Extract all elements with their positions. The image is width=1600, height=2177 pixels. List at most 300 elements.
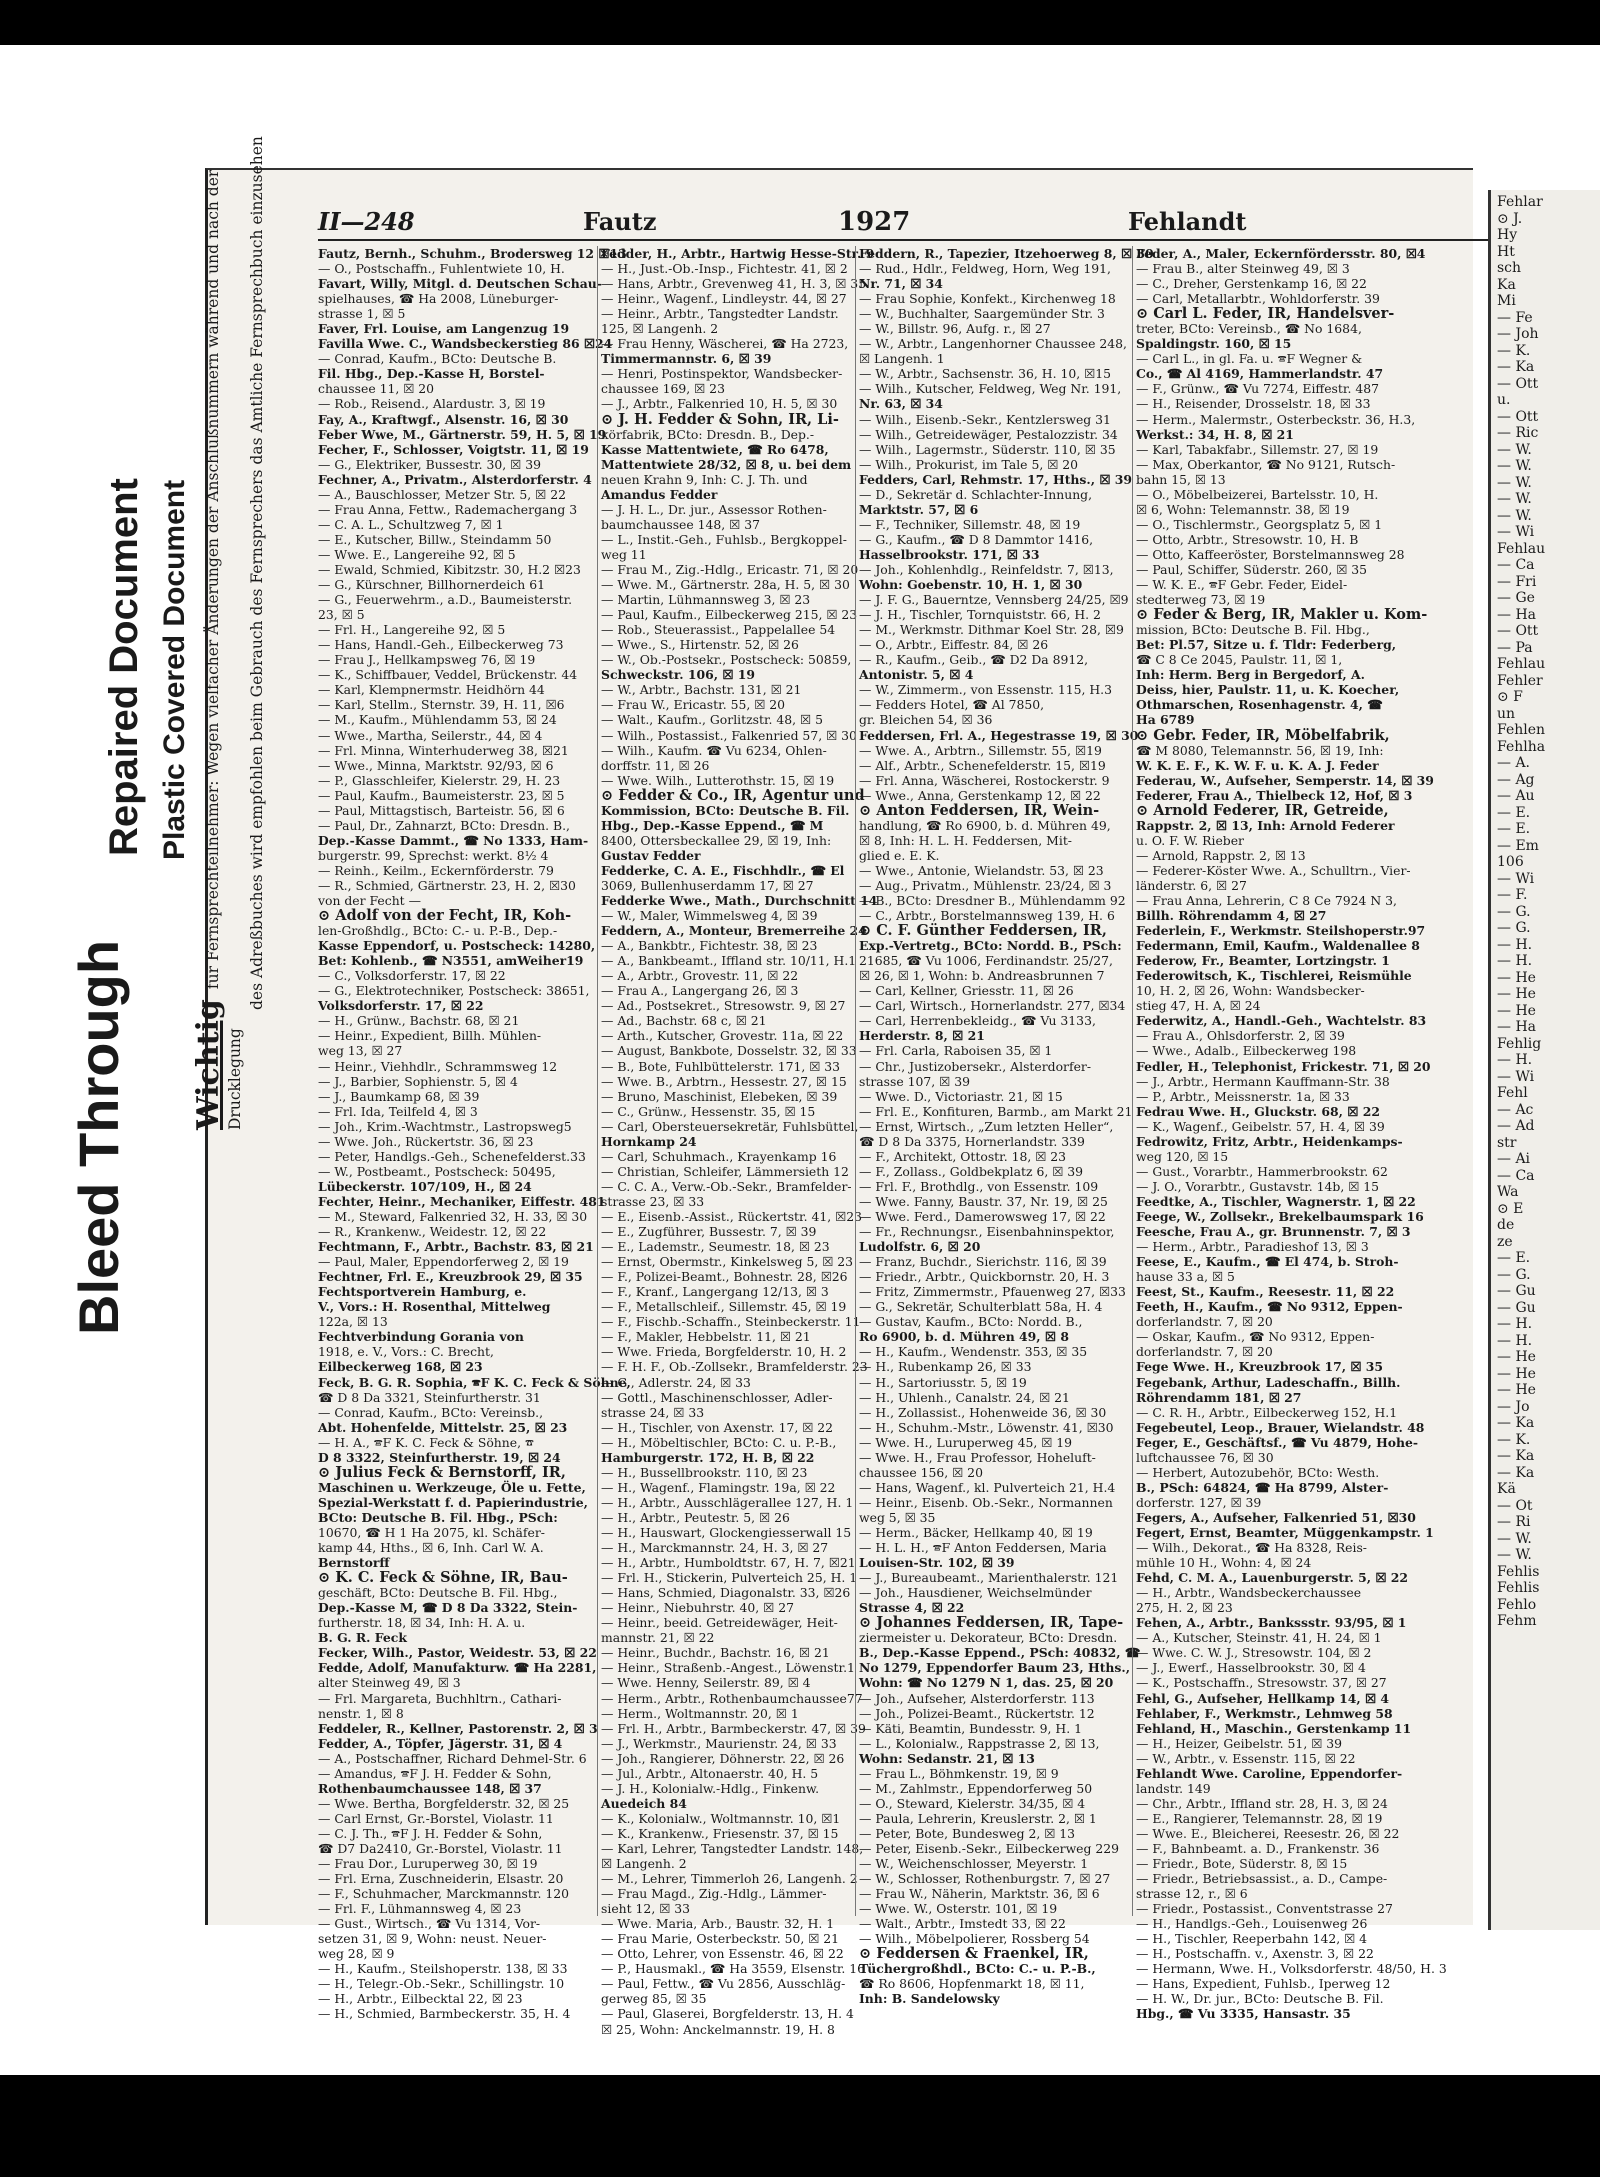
adjacent-page-fragment: — F.	[1497, 887, 1528, 903]
directory-entry-line: Hbg., Dep.-Kasse Eppend., ☎ M	[601, 817, 824, 833]
directory-entry-line: — Hans, Expedient, Fuhlsb., Iperweg 12	[1136, 1976, 1391, 1992]
directory-entry-line: — H., Arbtr., Ausschlägerallee 127, H. 1	[601, 1494, 854, 1510]
directory-entry-line: ⊙ Fedder & Co., IR, Agentur und	[601, 786, 865, 804]
directory-entry-line: — C., Dreher, Gerstenkamp 16, ☒ 22	[1136, 276, 1367, 292]
directory-entry-line: Herderstr. 8, ☒ 21	[859, 1028, 985, 1044]
directory-entry-line: alter Steinweg 49, ☒ 3	[318, 1675, 461, 1691]
directory-entry-line: — O., Tischlermstr., Georgsplatz 5, ☒ 1	[1136, 516, 1383, 532]
directory-entry-line: — C. R. H., Arbtr., Eilbeckerweg 152, H.1	[1136, 1404, 1398, 1420]
directory-entry-line: — H., Schmied, Barmbeckerstr. 35, H. 4	[318, 2006, 571, 2022]
directory-entry-line: weg 11	[601, 546, 647, 562]
directory-entry-line: — Gustav, Kaufm., BCto: Nordd. B.,	[859, 1314, 1083, 1330]
directory-entry-line: — H., Hauswart, Glockengiesserwall 15	[601, 1524, 852, 1540]
directory-entry-line: — Federer-Köster Wwe. A., Schulltrn., Vier-	[1136, 862, 1411, 878]
directory-entry-line: — Paul, Dr., Zahnarzt, BCto: Dresdn. B.,	[318, 817, 570, 833]
directory-entry-line: — Oskar, Kaufm., ☎ No 9312, Eppen-	[1136, 1329, 1375, 1345]
directory-entry-line: — Heinr., Eisenb. Ob.-Sekr., Normannen	[859, 1494, 1113, 1510]
directory-entry-line: 125, ☒ Langenh. 2	[601, 321, 719, 337]
directory-entry-line: kamp 44, Hths., ☒ 6, Inh. Carl W. A.	[318, 1540, 544, 1556]
directory-entry-line: Fedders, Carl, Rehmstr. 17, Hths., ☒ 39	[859, 471, 1133, 487]
directory-entry-line: — F., Grünw., ☎ Vu 7274, Eiffestr. 487	[1136, 381, 1379, 397]
directory-entry-line: — A., Bankbtr., Fichtestr. 38, ☒ 23	[601, 938, 818, 954]
directory-entry-line: — Joh., Krim.-Wachtmstr., Lastropsweg5	[318, 1118, 572, 1134]
adjacent-page-fragment: Fehl	[1497, 1085, 1528, 1101]
directory-entry-line: — F., Polizei-Beamt., Bohnestr. 28, ☒26	[601, 1269, 848, 1285]
directory-entry-line: Co., ☎ Al 4169, Hammerlandstr. 47	[1136, 366, 1384, 382]
directory-entry-line: handlung, ☎ Ro 6900, b. d. Mühren 49,	[859, 817, 1111, 833]
directory-entry-line: 10670, ☎ H 1 Ha 2075, kl. Schäfer-	[318, 1524, 545, 1540]
directory-entry-line: — Arth., Kutscher, Grovestr. 11a, ☒ 22	[601, 1028, 844, 1044]
directory-entry-line: — Hans, Arbtr., Grevenweg 41, H. 3, ☒ 35	[601, 276, 867, 292]
adjacent-page-fragment: — W.	[1497, 1547, 1532, 1563]
directory-entry-line: — H., Bussellbrookstr. 110, ☒ 23	[601, 1464, 808, 1480]
adjacent-page-fragment: — Ca	[1497, 557, 1535, 573]
adjacent-page-fragment: — W.	[1497, 474, 1532, 491]
adjacent-page-fragment: — W.	[1497, 1530, 1532, 1547]
directory-entry-line: — W., Arbtr., Langenhorner Chaussee 248,	[859, 336, 1127, 352]
directory-entry-line: — M., Kaufm., Mühlendamm 53, ☒ 24	[318, 712, 557, 728]
directory-entry-line: — Wilh., Eisenb.-Sekr., Kentzlersweg 31	[859, 411, 1111, 427]
directory-entry-line: ☒ 6, Wohn: Telemannstr. 38, ☒ 19	[1136, 501, 1350, 517]
directory-entry-line: Nr. 71, ☒ 34	[859, 276, 943, 292]
directory-entry-line: dorferlandstr. 7, ☒ 20	[1136, 1344, 1273, 1360]
directory-entry-line: glied e. E. K.	[859, 847, 940, 863]
adjacent-page-fragment: — Ad	[1497, 1118, 1535, 1134]
directory-entry-line: ☒ Langenh. 2	[601, 1856, 687, 1872]
directory-entry-line: nenstr. 1, ☒ 8	[318, 1705, 404, 1721]
adjacent-page-fragment: — H.	[1497, 1052, 1533, 1068]
directory-entry-line: — Peter, Eisenb.-Sekr., Eilbeckerweg 229	[859, 1840, 1120, 1856]
directory-entry-line: Feber Wwe, M., Gärtnerstr. 59, H. 5, ☒ 19	[318, 426, 607, 442]
directory-entry-line: — K., Wagenf., Geibelstr. 57, H. 4, ☒ 39	[1136, 1118, 1385, 1134]
directory-entry-line: — H., Arbtr., Wandsbeckerchaussee	[1136, 1585, 1362, 1601]
directory-entry-line: von der Fecht —	[318, 893, 421, 909]
adjacent-page-fragment: — A.	[1497, 755, 1531, 771]
notice-line-2: des Adreßbuches wird empfohlen beim Gebrauch des Fernsprechers das Amtliche Fernsprechbuch einzusehen	[248, 136, 266, 1010]
directory-entry-line: Federow, Fr., Beamter, Lortzingstr. 1	[1136, 953, 1390, 969]
directory-entry-line: — H., Telegr.-Ob.-Sekr., Schillingstr. 10	[318, 1976, 565, 1992]
telephone-notice	[191, 110, 268, 1130]
directory-entry-line: Fechtsportverein Hamburg, e.	[318, 1284, 527, 1300]
directory-entry-line: — R., Krankenw., Weidestr. 12, ☒ 22	[318, 1224, 547, 1240]
directory-entry-line: — Fr., Rechnungsr., Eisenbahninspektor,	[859, 1224, 1115, 1240]
directory-entry-line: — W. K. E., 🕿F Gebr. Feder, Eidel-	[1136, 577, 1348, 593]
adjacent-page-fragment: Ht	[1497, 243, 1515, 260]
directory-entry-line: — Frl. F., Brothdlg., von Essenstr. 109	[859, 1178, 1099, 1194]
directory-entry-line: No 1279, Eppendorfer Baum 23, Hths.,	[859, 1660, 1131, 1676]
directory-entry-line: — Chr., Justizobersekr., Alsterdorfer-	[859, 1058, 1092, 1074]
directory-entry-line: Bernstorff	[318, 1555, 390, 1571]
directory-entry-line: Feddersen, Frl. A., Hegestrasse 19, ☒ 30	[859, 727, 1139, 743]
directory-entry-line: — Paul, Fettw., ☎ Vu 2856, Ausschläg-	[601, 1976, 846, 1992]
directory-entry-line: — Carl L., in gl. Fa. u. 🕿F Wegner &	[1136, 351, 1363, 367]
directory-entry-line: ☎ D 8 Da 3321, Steinfurtherstr. 31	[318, 1389, 541, 1405]
directory-entry-line: Gustav Fedder	[601, 847, 701, 863]
adjacent-page-fragment: — G.	[1497, 903, 1531, 920]
directory-entry-line: — Peter, Handlgs.-Geh., Schenefelderst.33	[318, 1148, 586, 1164]
directory-entry-line: — Conrad, Kaufm., BCto: Vereinsb.,	[318, 1404, 544, 1420]
directory-entry-line: — Wilh., Getreidewäger, Pestalozzistr. 34	[859, 426, 1118, 442]
adjacent-page-fragment: — H.	[1497, 1316, 1533, 1332]
directory-entry-line: B., Dep.-Kasse Eppend., PSch: 40832, ☎	[859, 1645, 1141, 1661]
directory-entry-line: — Herm., Arbtr., Paradieshof 13, ☒ 3	[1136, 1239, 1369, 1255]
directory-entry-line: — D., Sekretär d. Schlachter-Innung,	[859, 486, 1093, 502]
directory-entry-line: geschäft, BCto: Deutsche B. Fil. Hbg.,	[318, 1585, 558, 1601]
directory-entry-line: — W., Schlosser, Rothenburgstr. 7, ☒ 27	[859, 1871, 1111, 1887]
directory-entry-line: Mattentwiete 28/32, ☒ 8, u. bei dem	[601, 456, 852, 472]
directory-entry-line: ⊙ Johannes Feddersen, IR, Tape-	[859, 1614, 1124, 1632]
directory-entry-line: — Frl. Erna, Zuschneiderin, Elsastr. 20	[318, 1871, 564, 1887]
directory-entry-line: — G., Adlerstr. 24, ☒ 33	[601, 1374, 751, 1390]
directory-entry-line: — H., Rubenkamp 26, ☒ 33	[859, 1359, 1032, 1375]
directory-entry-line: Wohn: Sedanstr. 21, ☒ 13	[859, 1750, 1035, 1766]
directory-entry-line: — Conrad, Kaufm., BCto: Deutsche B.	[318, 351, 557, 367]
directory-entry-line: — F. H. F., Ob.-Zollsekr., Bramfelderstr. 23	[601, 1359, 868, 1375]
directory-entry-line: — Heinr., Wagenf., Lindleystr. 44, ☒ 27	[601, 291, 847, 307]
directory-entry-line: — J., Ewerf., Hasselbrookstr. 30, ☒ 4	[1136, 1660, 1366, 1676]
directory-entry-line: Feege, W., Zollsekr., Brekelbaumspark 16	[1136, 1209, 1424, 1224]
directory-entry-line: treter, BCto: Vereinsb., ☎ No 1684,	[1136, 321, 1362, 337]
directory-entry-line: Hbg., ☎ Vu 3335, Hansastr. 35	[1136, 2006, 1351, 2022]
directory-entry-line: — Wwe. Joh., Rückertstr. 36, ☒ 23	[318, 1133, 534, 1149]
directory-entry-line: — Ewald, Schmied, Kibitzstr. 30, H.2 ☒23	[318, 561, 581, 577]
adjacent-page-fragment: — Wi	[1497, 870, 1535, 887]
directory-entry-line: 122a, ☒ 13	[318, 1314, 388, 1330]
directory-entry-line: — F., Zollass., Goldbekplatz 6, ☒ 39	[859, 1163, 1084, 1179]
directory-entry-line: — Frl. F., Lühmannsweg 4, ☒ 23	[318, 1901, 522, 1917]
directory-column-2	[597, 246, 878, 2037]
adjacent-page-fragment: — Au	[1497, 788, 1535, 804]
adjacent-page-fragment: Fehler	[1497, 672, 1543, 689]
directory-entry-line: — C. C. A., Verw.-Ob.-Sekr., Bramfelder-	[601, 1178, 852, 1194]
directory-entry-line: Feddern, A., Monteur, Bremerreihe 24	[601, 923, 867, 939]
directory-entry-line: Feese, E., Kaufm., ☎ El 474, b. Stroh-	[1136, 1254, 1399, 1270]
adjacent-page-fragment: Wa	[1497, 1184, 1519, 1200]
directory-entry-line: — Hans, Schmied, Diagonalstr. 33, ☒26	[601, 1585, 851, 1601]
directory-entry-line: — Fedders Hotel, ☎ Al 7850,	[859, 697, 1045, 713]
directory-entry-line: — Frl. H., Stickerin, Pulverteich 25, H. 1	[601, 1570, 858, 1586]
directory-entry-line: — Heinr., Straßenb.-Angest., Löwenstr.1	[601, 1660, 855, 1676]
directory-entry-line: — H., Kaufm., Wendenstr. 353, ☒ 35	[859, 1344, 1088, 1360]
directory-entry-line: — Chr., Arbtr., Iffland str. 28, H. 3, ☒ 24	[1136, 1795, 1388, 1811]
adjacent-page-fragment: de	[1497, 1217, 1515, 1233]
adjacent-page-fragment: — H.	[1497, 953, 1533, 969]
adjacent-page-fragment: Kä	[1497, 1481, 1516, 1497]
directory-entry-line: — Herm., Bäcker, Hellkamp 40, ☒ 19	[859, 1524, 1093, 1540]
directory-entry-line: u. O. F. W. Rieber	[1136, 832, 1244, 848]
directory-entry-line: — Wwe. Wilh., Lutterothstr. 15, ☒ 19	[601, 772, 835, 788]
directory-entry-line: Lübeckerstr. 107/109, H., ☒ 24	[318, 1178, 532, 1194]
directory-entry-line: — Wwe. Ferd., Damerowsweg 17, ☒ 22	[859, 1209, 1106, 1224]
directory-entry-line: — F., Kranf., Langergang 12/13, ☒ 3	[601, 1284, 829, 1300]
directory-entry-line: Fautz, Bernh., Schuhm., Brodersweg 12 ☒13	[318, 246, 627, 261]
directory-entry-line: — Wwe. A., Arbtrn., Sillemstr. 55, ☒19	[859, 742, 1102, 758]
adjacent-page-fragment: — Ka	[1497, 1415, 1535, 1431]
directory-entry-line: D 8 3322, Steinfurtherstr. 19, ☒ 24	[318, 1449, 561, 1465]
directory-entry-line: Kommission, BCto: Deutsche B. Fil.	[601, 802, 850, 818]
directory-entry-line: Inh: B. Sandelowsky	[859, 1991, 1000, 2007]
directory-entry-line: — Peter, Bote, Bundesweg 2, ☒ 13	[859, 1825, 1076, 1841]
directory-entry-line: — Wwe., Minna, Marktstr. 92/93, ☒ 6	[318, 757, 554, 773]
directory-entry-line: gerweg 85, ☒ 35	[601, 1991, 707, 2007]
directory-entry-line: setzen 31, ☒ 9, Wohn: neust. Neuer-	[318, 1931, 547, 1947]
directory-entry-line: — Frau Magd., Zig.-Hdlg., Lämmer-	[601, 1886, 827, 1902]
adjacent-page-fragment: — E.	[1497, 821, 1531, 837]
directory-entry-line: Fil. Hbg., Dep.-Kasse H, Borstel-	[318, 366, 545, 382]
directory-entry-line: — Heinr., Buchdr., Bachstr. 16, ☒ 21	[601, 1645, 830, 1661]
directory-entry-line: — Ernst, Wirtsch., „Zum letzten Heller“,	[859, 1118, 1114, 1134]
directory-entry-line: — J., Werkmstr., Maurienstr. 24, ☒ 33	[601, 1735, 837, 1751]
directory-entry-line: Feger, E., Geschäftsf., ☎ Vu 4879, Hohe-	[1136, 1434, 1419, 1450]
directory-entry-line: Fechner, A., Privatm., Alsterdorferstr. 4	[318, 471, 592, 487]
directory-entry-line: — H., Möbeltischler, BCto: C. u. P.-B.,	[601, 1434, 837, 1450]
directory-entry-line: Fehen, A., Arbtr., Bankssstr. 93/95, ☒ 1	[1136, 1615, 1407, 1631]
directory-entry-line: — H., Just.-Ob.-Insp., Fichtestr. 41, ☒ 2	[601, 261, 848, 277]
directory-entry-line: — Wilh., Prokurist, im Tale 5, ☒ 20	[859, 456, 1079, 472]
directory-entry-line: Feck, B. G. R. Sophia, 🕿F K. C. Feck & Söhne,	[318, 1374, 631, 1390]
directory-entry-line: Fegebank, Arthur, Ladeschaffn., Billh.	[1136, 1374, 1401, 1390]
adjacent-page-fragment: — Jo	[1497, 1398, 1530, 1415]
directory-entry-line: Maschinen u. Werkzeuge, Öle u. Fette,	[318, 1479, 586, 1495]
directory-entry-line: — E., Eisenb.-Assist., Rückertstr. 41, ☒23	[601, 1209, 862, 1224]
directory-entry-line: — H., Handlgs.-Geh., Louisenweg 26	[1136, 1916, 1368, 1932]
directory-entry-line: Federer, Frau A., Thielbeck 12, Hof, ☒ 3	[1136, 787, 1413, 803]
directory-entry-line: ☎ D7 Da2410, Gr.-Borstel, Violastr. 11	[318, 1840, 563, 1856]
adjacent-page-fragment: — H.	[1497, 936, 1533, 953]
directory-entry-line: Federlein, F., Werkmstr. Steilshoperstr.97	[1136, 923, 1426, 939]
directory-entry-line: — Friedr., Bote, Süderstr. 8, ☒ 15	[1136, 1856, 1348, 1872]
directory-entry-line: Strasse 4, ☒ 22	[859, 1600, 965, 1616]
directory-entry-line: — J. F. G., Bauerntze, Vennsberg 24/25, ☒9	[859, 592, 1129, 608]
scanner-border-bottom	[0, 2075, 1600, 2177]
directory-entry-line: — Frl. H., Arbtr., Barmbeckerstr. 47, ☒ 39	[601, 1720, 866, 1736]
adjacent-page-fragment: — Ott	[1497, 623, 1539, 639]
directory-entry-line: — H., Sartoriusstr. 5, ☒ 19	[859, 1374, 1027, 1390]
adjacent-page-fragment: ⊙ J.	[1497, 210, 1523, 227]
directory-entry-line: — Frau Marie, Osterbeckstr. 50, ☒ 21	[601, 1931, 840, 1947]
directory-entry-line: — Wwe. Bertha, Borgfelderstr. 32, ☒ 25	[318, 1795, 570, 1811]
directory-entry-line: — O., Möbelbeizerei, Bartelsstr. 10, H.	[1136, 486, 1379, 502]
directory-entry-line: — Wwe. H., Frau Professor, Hoheluft-	[859, 1449, 1096, 1465]
directory-entry-line: — Wwe. C. W. J., Stresowstr. 104, ☒ 2	[1136, 1645, 1372, 1661]
directory-entry-line: mission, BCto: Deutsche B. Fil. Hbg.,	[1136, 622, 1370, 638]
directory-entry-line: — G., Kaufm., ☎ D 8 Dammtor 1416,	[859, 531, 1094, 547]
directory-entry-line: Kasse Eppendorf, u. Postscheck: 14280,	[318, 938, 596, 954]
directory-entry-line: Fedder, A., Töpfer, Jägerstr. 31, ☒ 4	[318, 1735, 563, 1751]
directory-entry-line: Fay, A., Kraftwgf., Alsenstr. 16, ☒ 30	[318, 411, 569, 427]
directory-entry-line: Spaldingstr. 160, ☒ 15	[1136, 336, 1292, 352]
scan-label-plastic-covered: Plastic Covered Document	[158, 479, 191, 860]
directory-entry-line: Spezial-Werkstatt f. d. Papierindustrie,	[318, 1494, 588, 1510]
directory-entry-line: ☎ C 8 Ce 2045, Paulstr. 11, ☒ 1,	[1136, 652, 1343, 668]
adjacent-page-fragment: — Fri	[1497, 573, 1537, 590]
directory-entry-line: Fegebeutel, Leop., Brauer, Wielandstr. 48	[1136, 1419, 1425, 1435]
directory-entry-line: ⊙ Julius Feck & Bernstorff, IR,	[318, 1463, 566, 1481]
scanner-border-top	[0, 0, 1600, 45]
directory-entry-line: — Karl, Lehrer, Tangstedter Landstr. 148,	[601, 1840, 864, 1856]
directory-entry-line: — Frl. E., Konfituren, Barmb., am Markt 21	[859, 1103, 1133, 1119]
directory-entry-line: — Frau A., Langergang 26, ☒ 3	[601, 983, 799, 999]
adjacent-page-fragment: — Ott	[1497, 408, 1539, 425]
directory-entry-line: — Ad., Postsekret., Stresowstr. 9, ☒ 27	[601, 998, 846, 1014]
directory-entry-line: — Rob., Reisend., Alardustr. 3, ☒ 19	[318, 396, 546, 412]
directory-entry-line: Abt. Hohenfelde, Mittelstr. 25, ☒ 23	[318, 1419, 568, 1435]
directory-entry-line: W. K. E. F., K. W. F. u. K. A. J. Feder	[1136, 757, 1379, 773]
directory-entry-line: — B., BCto: Dresdner B., Mühlendamm 92	[859, 893, 1126, 909]
directory-entry-line: ⊙ Feddersen & Fraenkel, IR,	[859, 1945, 1089, 1963]
adjacent-page-fragment: — Gu	[1497, 1299, 1536, 1316]
directory-entry-line: — Frl. Carla, Raboisen 35, ☒ 1	[859, 1043, 1053, 1059]
directory-entry-line: Marktstr. 57, ☒ 6	[859, 501, 979, 517]
directory-entry-line: Fehlaber, F., Werkmstr., Lehmweg 58	[1136, 1705, 1393, 1721]
directory-entry-line: — Frau M., Zig.-Hdlg., Ericastr. 71, ☒ 20	[601, 561, 859, 577]
directory-entry-line: — J. O., Vorarbtr., Gustavstr. 14b, ☒ 15	[1136, 1178, 1380, 1194]
directory-entry-line: — L., Kolonialw., Rappstrasse 2, ☒ 13,	[859, 1735, 1100, 1751]
directory-entry-line: mühle 10 H., Wohn: 4, ☒ 24	[1136, 1555, 1312, 1571]
directory-entry-line: — K., Krankenw., Friesenstr. 37, ☒ 15	[601, 1825, 839, 1841]
directory-entry-line: — Heinr., beeid. Getreidewäger, Heit-	[601, 1615, 838, 1631]
directory-entry-line: — Paul, Kaufm., Eilbeckerweg 215, ☒ 23	[601, 607, 858, 623]
adjacent-page-fragment: Fehlis	[1497, 1580, 1540, 1596]
directory-entry-line: Federau, W., Aufseher, Semperstr. 14, ☒ 39	[1136, 772, 1434, 788]
directory-entry-line: Fehd, C. M. A., Lauenburgerstr. 5, ☒ 22	[1136, 1570, 1409, 1586]
adjacent-page-fragment: Hy	[1497, 227, 1518, 243]
directory-entry-line: — Aug., Privatm., Mühlenstr. 23/24, ☒ 3	[859, 877, 1112, 893]
directory-entry-line: baumchaussee 148, ☒ 37	[601, 516, 760, 532]
directory-entry-line: Fechtmann, F., Arbtr., Bachstr. 83, ☒ 21	[318, 1239, 594, 1255]
directory-entry-line: Hornkamp 24	[601, 1133, 697, 1149]
directory-entry-line: ⊙ K. C. Feck & Söhne, IR, Bau-	[318, 1569, 568, 1587]
directory-entry-line: — J. H., Kolonialw.-Hdlg., Finkenw.	[601, 1780, 820, 1796]
adjacent-page-edge	[1488, 190, 1600, 1930]
directory-entry-line: — H. W., Dr. jur., BCto: Deutsche B. Fil.	[1136, 1991, 1384, 2007]
directory-entry-line: — C., Grünw., Hessenstr. 35, ☒ 15	[601, 1103, 816, 1119]
directory-entry-line: — M., Zahlmstr., Eppendorferweg 50	[859, 1780, 1093, 1796]
directory-entry-line: — F., Makler, Hebbelstr. 11, ☒ 21	[601, 1329, 811, 1345]
directory-entry-line: — Joh., Hausdiener, Weichselmünder	[859, 1585, 1092, 1601]
directory-entry-line: — Paul, Glaserei, Borgfelderstr. 13, H. 4	[601, 2006, 854, 2022]
directory-entry-line: — Paul, Maler, Eppendorferweg 2, ☒ 19	[318, 1254, 569, 1270]
directory-entry-line: — Wwe. Henny, Seilerstr. 89, ☒ 4	[601, 1675, 811, 1691]
directory-entry-line: — Alf., Arbtr., Schenefelderstr. 15, ☒19	[859, 757, 1106, 773]
adjacent-page-fragment: — Ott	[1497, 375, 1539, 392]
directory-entry-line: Ludolfstr. 6, ☒ 20	[859, 1239, 981, 1255]
directory-entry-line: — H., Arbtr., Peutestr. 5, ☒ 26	[601, 1509, 790, 1525]
directory-entry-line: Fechtner, Frl. E., Kreuzbrook 29, ☒ 35	[318, 1269, 583, 1285]
directory-column-4	[1132, 246, 1484, 2022]
directory-entry-line: — Walt., Arbtr., Imstedt 33, ☒ 22	[859, 1916, 1066, 1932]
adjacent-page-fragment: un	[1497, 705, 1516, 722]
directory-entry-line: neuen Krahn 9, Inh: C. J. Th. und	[601, 471, 808, 487]
adjacent-page-fragment: — Ha	[1497, 1019, 1537, 1035]
directory-entry-line: — B., Bote, Fuhlbüttelerstr. 171, ☒ 33	[601, 1058, 841, 1074]
directory-entry-line: — Heinr., Arbtr., Tangstedter Landstr.	[601, 306, 839, 322]
directory-entry-line: Feedtke, A., Tischler, Wagnerstr. 1, ☒ 22	[1136, 1193, 1416, 1209]
adjacent-page-fragment: — G.	[1497, 1266, 1531, 1283]
adjacent-page-fragment: Fehlha	[1497, 738, 1546, 755]
directory-entry-line: — Herm., Arbtr., Rothenbaumchaussee77	[601, 1690, 863, 1706]
directory-entry-line: Feddeler, R., Kellner, Pastorenstr. 2, ☒ 3	[318, 1720, 598, 1736]
directory-entry-line: Favilla Wwe. C., Wandsbeckerstieg 86 ☒24	[318, 336, 613, 352]
notice-word: Wichtig	[191, 999, 226, 1130]
directory-entry-line: — P., Glasschleifer, Kielerstr. 29, H. 23	[318, 772, 561, 788]
adjacent-page-fragment: — E.	[1497, 804, 1531, 821]
directory-entry-line: — Arnold, Rappstr. 2, ☒ 13	[1136, 847, 1306, 863]
directory-entry-line: — Wwe. E., Bleicherei, Reesestr. 26, ☒ 22	[1136, 1825, 1400, 1841]
directory-entry-line: — H., Tischler, von Axenstr. 17, ☒ 22	[601, 1419, 834, 1435]
directory-entry-line: Auedeich 84	[601, 1795, 687, 1811]
directory-entry-line: — Wilh., Dekorat., ☎ Ha 8328, Reis-	[1136, 1540, 1367, 1556]
directory-entry-line: luftchaussee 76, ☒ 30	[1136, 1449, 1274, 1465]
directory-entry-line: Ha 6789	[1136, 712, 1195, 728]
directory-entry-line: Fecher, F., Schlosser, Voigtstr. 11, ☒ 19	[318, 441, 589, 457]
directory-entry-line: — W., Arbtr., v. Essenstr. 115, ☒ 22	[1136, 1750, 1356, 1766]
directory-entry-line: Rothenbaumchaussee 148, ☒ 37	[318, 1780, 542, 1796]
directory-entry-line: ⊙ Anton Feddersen, IR, Wein-	[859, 801, 1100, 819]
directory-entry-line: Hamburgerstr. 172, H. B, ☒ 22	[601, 1449, 815, 1465]
adjacent-page-fragment: — W.	[1497, 441, 1532, 458]
directory-entry-line: — J., Baumkamp 68, ☒ 39	[318, 1088, 480, 1104]
adjacent-page-fragment: — Ot	[1497, 1497, 1533, 1514]
directory-entry-line: Louisen-Str. 102, ☒ 39	[859, 1555, 1015, 1571]
directory-entry-line: — Wwe. Fanny, Baustr. 37, Nr. 19, ☒ 25	[859, 1193, 1108, 1209]
directory-entry-line: — Hermann, Wwe. H., Volksdorferstr. 48/50, H. 3	[1136, 1961, 1447, 1977]
directory-entry-line: Fedrowitz, Fritz, Arbtr., Heidenkamps-	[1136, 1133, 1403, 1149]
directory-entry-line: — E., Zugführer, Bussestr. 7, ☒ 39	[601, 1224, 817, 1240]
directory-entry-line: — C. A. L., Schultzweg 7, ☒ 1	[318, 516, 504, 532]
adjacent-page-fragment: 106	[1497, 854, 1524, 870]
adjacent-page-fragment: — Ri	[1497, 1514, 1531, 1530]
directory-entry-line: — Frau Anna, Lehrerin, C 8 Ce 7924 N 3,	[1136, 893, 1397, 909]
directory-entry-line: Fedler, H., Telephonist, Frickestr. 71, ☒ 20	[1136, 1058, 1431, 1074]
directory-entry-line: Feder, A., Maler, Eckernfördersstr. 80, ☒4	[1136, 246, 1426, 261]
directory-entry-line: — Karl, Tabakfabr., Sillemstr. 27, ☒ 19	[1136, 441, 1379, 457]
directory-entry-line: dorferstr. 127, ☒ 39	[1136, 1494, 1262, 1510]
header-last-entry: Fehlandt	[1128, 207, 1247, 236]
directory-entry-line: — R., Schmied, Gärtnerstr. 23, H. 2, ☒30	[318, 877, 576, 893]
directory-entry-line: — Gust., Vorarbtr., Hammerbrookstr. 62	[1136, 1163, 1388, 1179]
scan-label-repaired-document: Repaired Document	[102, 478, 146, 856]
directory-entry-line: ⊙ Feder & Berg, IR, Makler u. Kom-	[1136, 606, 1428, 624]
directory-entry-line: Eilbeckerweg 168, ☒ 23	[318, 1359, 483, 1375]
directory-entry-line: — G., Sekretär, Schulterblatt 58a, H. 4	[859, 1299, 1103, 1315]
directory-entry-line: — Karl, Stellm., Sternstr. 39, H. 11, ☒6	[318, 697, 565, 713]
directory-entry-line: Ro 6900, b. d. Mühren 49, ☒ 8	[859, 1329, 1069, 1345]
directory-entry-line: — G., Elektriker, Bussestr. 30, ☒ 39	[318, 456, 541, 472]
directory-entry-line: strasse 12, r., ☒ 6	[1136, 1886, 1248, 1902]
directory-entry-line: — Frau Sophie, Konfekt., Kirchenweg 18	[859, 291, 1116, 307]
adjacent-page-fragment: Fehlau	[1497, 656, 1546, 672]
directory-entry-line: Federowitsch, K., Tischlerei, Reismühle	[1136, 968, 1412, 984]
directory-entry-line: — J. H. L., Dr. jur., Assessor Rothen-	[601, 501, 827, 517]
directory-entry-line: Billh. Röhrendamm 4, ☒ 27	[1136, 908, 1327, 924]
directory-entry-line: Inh: Herm. Berg in Bergedorf, A.	[1136, 667, 1365, 683]
directory-entry-line: — H., Grünw., Bachstr. 68, ☒ 21	[318, 1013, 520, 1029]
directory-entry-line: — G., Elektrotechniker, Postscheck: 38651,	[318, 983, 590, 999]
directory-entry-line: Othmarschen, Rosenhagenstr. 4, ☎	[1136, 697, 1383, 713]
adjacent-page-fragment: — Ai	[1497, 1151, 1531, 1167]
directory-entry-line: strasse 1, ☒ 5	[318, 306, 406, 322]
directory-entry-line: B. G. R. Feck	[318, 1630, 407, 1646]
directory-entry-line: — Joh., Kohlenhdlg., Reinfeldstr. 7, ☒13,	[859, 561, 1114, 577]
directory-entry-line: — Wwe. Frieda, Borgfelderstr. 10, H. 2	[601, 1344, 847, 1360]
directory-entry-line: — Carl, Metallarbtr., Wohldorferstr. 39	[1136, 291, 1380, 307]
directory-entry-line: 275, H. 2, ☒ 23	[1136, 1600, 1233, 1616]
adjacent-page-fragment: — He	[1497, 969, 1536, 986]
directory-entry-line: — H., Uhlenh., Canalstr. 24, ☒ 21	[859, 1389, 1070, 1405]
directory-entry-line: Amandus Fedder	[601, 486, 718, 502]
directory-entry-line: ⊙ J. H. Fedder & Sohn, IR, Li-	[601, 410, 839, 428]
